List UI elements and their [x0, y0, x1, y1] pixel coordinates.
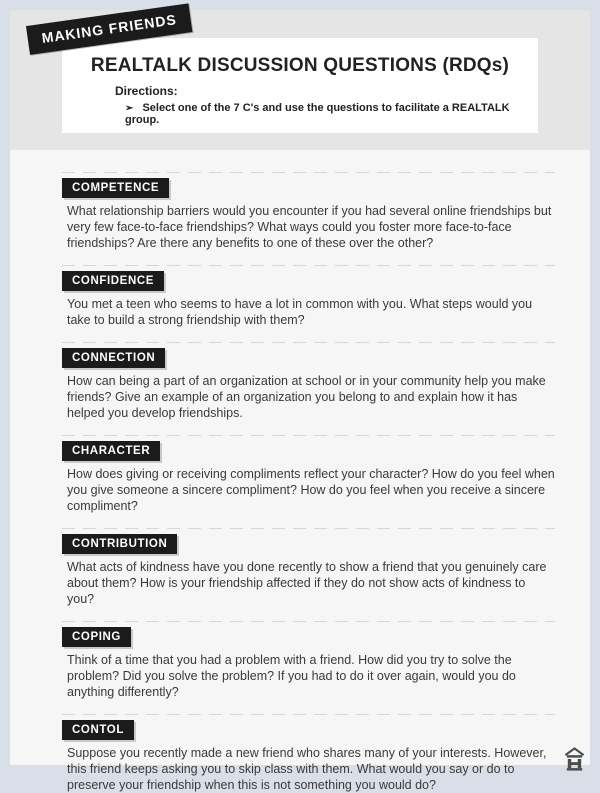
section-divider — [62, 621, 555, 622]
section-question: Think of a time that you had a problem with a friend. How did you try to solve the problem? Did you solve the problem? If you had to do it over again, would you do anything differently? — [67, 653, 516, 699]
question-section — [62, 528, 555, 607]
section-question: What relationship barriers would you encounter if you had several online friendships but very few face-to-face friendships? What ways could you foster more face-to-face friendships? Are there any benefits to one of these over the other? — [67, 204, 552, 250]
section-label — [62, 720, 134, 740]
section-label — [62, 441, 160, 461]
section-label-text: COPING — [72, 631, 121, 643]
section-label-text: CONTOL — [72, 724, 124, 736]
question-section — [62, 265, 555, 328]
section-divider — [62, 172, 555, 173]
section-question: How can being a part of an organization at school or in your community help you make friends? Give an example of an organization you belong to and explain how it has helped you develop friendships. — [67, 374, 546, 420]
question-section — [62, 435, 555, 514]
question-section — [62, 342, 555, 421]
header-band — [10, 10, 590, 150]
house-logo-icon — [563, 746, 586, 771]
question-section — [62, 172, 555, 251]
section-question: What acts of kindness have you done recently to show a friend that you genuinely care about them? How is your friendship affected if they do not show acts of kindness to you? — [67, 560, 547, 606]
section-label-text: CONTRIBUTION — [72, 538, 168, 550]
questions-list — [10, 150, 590, 792]
topic-banner-label: MAKING FRIENDS — [40, 11, 178, 46]
question-section — [62, 621, 555, 700]
section-divider — [62, 714, 555, 715]
section-label-text: CHARACTER — [72, 445, 151, 457]
arrow-bullet-icon: ➢ — [125, 103, 134, 114]
question-section — [62, 714, 555, 793]
section-question: You met a teen who seems to have a lot in common with you. What steps would you take to build a strong friendship with them? — [67, 297, 533, 327]
section-label — [62, 348, 165, 368]
directions-text: Select one of the 7 C's and use the questions to facilitate a REALTALK group. — [125, 102, 510, 126]
header-card — [62, 38, 538, 133]
directions-bullet-row — [125, 102, 538, 126]
section-label-text: CONFIDENCE — [72, 275, 155, 287]
section-divider — [62, 528, 555, 529]
section-label-text: CONNECTION — [72, 352, 156, 364]
directions-block — [115, 84, 538, 126]
section-divider — [62, 265, 555, 266]
section-question: Suppose you recently made a new friend who shares many of your interests. However, this friend keeps asking you to skip class with them. What would you say or do to preserve your friendship when this is not something you would do? — [67, 746, 547, 792]
section-label — [62, 627, 131, 647]
section-divider — [62, 435, 555, 436]
section-label — [62, 178, 169, 198]
section-divider — [62, 342, 555, 343]
section-label — [62, 271, 164, 291]
section-label — [62, 534, 177, 554]
page-title: REALTALK DISCUSSION QUESTIONS (RDQs) — [90, 55, 510, 76]
directions-label: Directions: — [115, 84, 178, 98]
section-label-text: COMPETENCE — [72, 182, 160, 194]
section-question: How does giving or receiving compliments reflect your character? How do you feel when you give someone a sincere compliment? How do you feel when you receive a sincere compliment? — [67, 467, 555, 513]
